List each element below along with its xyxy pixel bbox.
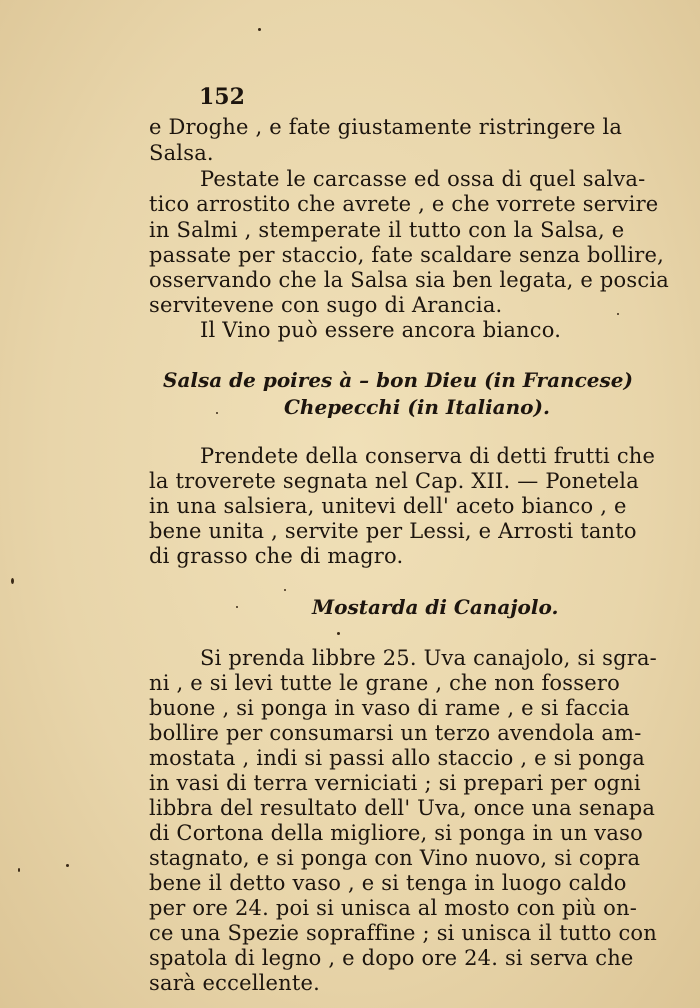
text-line: mostata , indi si passi allo staccio , e si ponga xyxy=(149,746,645,770)
text-line: passate per staccio, fate scaldare senza bollire, xyxy=(149,243,665,267)
text-line: Il Vino può essere ancora bianco. xyxy=(200,318,562,342)
text-line: ce una Spezie sopraffine ; si unisca il tutto con xyxy=(149,921,657,945)
text-line: per ore 24. poi si unisca al mosto con più on- xyxy=(149,896,638,920)
text-line: bene unita , servite per Lessi, e Arrosti tanto xyxy=(149,519,637,543)
text-line: Prendete della conserva di detti frutti che xyxy=(200,444,656,468)
text-line: in vasi di terra verniciati ; si prepari per ogni xyxy=(149,771,641,795)
text-line: di grasso che di magro. xyxy=(149,544,404,568)
text-line: in una salsiera, unitevi dell' aceto bianco , e xyxy=(149,494,627,518)
text-line: bollire per consumarsi un terzo avendola am- xyxy=(149,721,642,745)
text-line: di Cortona della migliore, si ponga in un vaso xyxy=(149,821,643,845)
paper-speck xyxy=(258,28,261,31)
paper-speck xyxy=(617,313,619,315)
text-line: Salsa. xyxy=(149,141,214,165)
text-line: la troverete segnata nel Cap. XII. — Ponetela xyxy=(149,469,639,493)
text-line: Pestate le carcasse ed ossa di quel salva- xyxy=(200,167,646,191)
paper-speck xyxy=(11,578,14,584)
text-line: stagnato, e si ponga con Vino nuovo, si copra xyxy=(149,846,641,870)
text-line: osservando che la Salsa sia ben legata, e poscia xyxy=(149,268,669,292)
text-line: in Salmi , stemperate il tutto con la Salsa, e xyxy=(149,218,625,242)
text-line: servitevene con sugo di Arancia. xyxy=(149,293,503,317)
section-title: Salsa de poires à – bon Dieu (in Francese) xyxy=(163,368,633,392)
text-line: e Droghe , e fate giustamente ristringere la xyxy=(149,115,623,139)
page-number: 152 xyxy=(199,84,245,110)
text-line: Si prenda libbre 25. Uva canajolo, si sgra- xyxy=(200,646,657,670)
section-subtitle: Chepecchi (in Italiano). xyxy=(284,395,550,419)
paper-speck xyxy=(284,589,286,591)
text-line: buone , si ponga in vaso di rame , e si faccia xyxy=(149,696,630,720)
text-line: bene il detto vaso , e si tenga in luogo caldo xyxy=(149,871,627,895)
paper-speck xyxy=(66,864,69,867)
paper-speck xyxy=(337,632,340,635)
text-line: sarà eccellente. xyxy=(149,971,321,995)
text-line: tico arrostito che avrete , e che vorrete servire xyxy=(149,192,659,216)
paper-speck xyxy=(18,868,20,872)
text-line: ni , e si levi tutte le grane , che non fossero xyxy=(149,671,620,695)
text-line: spatola di legno , e dopo ore 24. si serva che xyxy=(149,946,634,970)
section-title: Mostarda di Canajolo. xyxy=(312,595,559,619)
text-line: libbra del resultato dell' Uva, once una senapa xyxy=(149,796,656,820)
paper-speck xyxy=(216,412,218,414)
paper-speck xyxy=(236,606,238,608)
